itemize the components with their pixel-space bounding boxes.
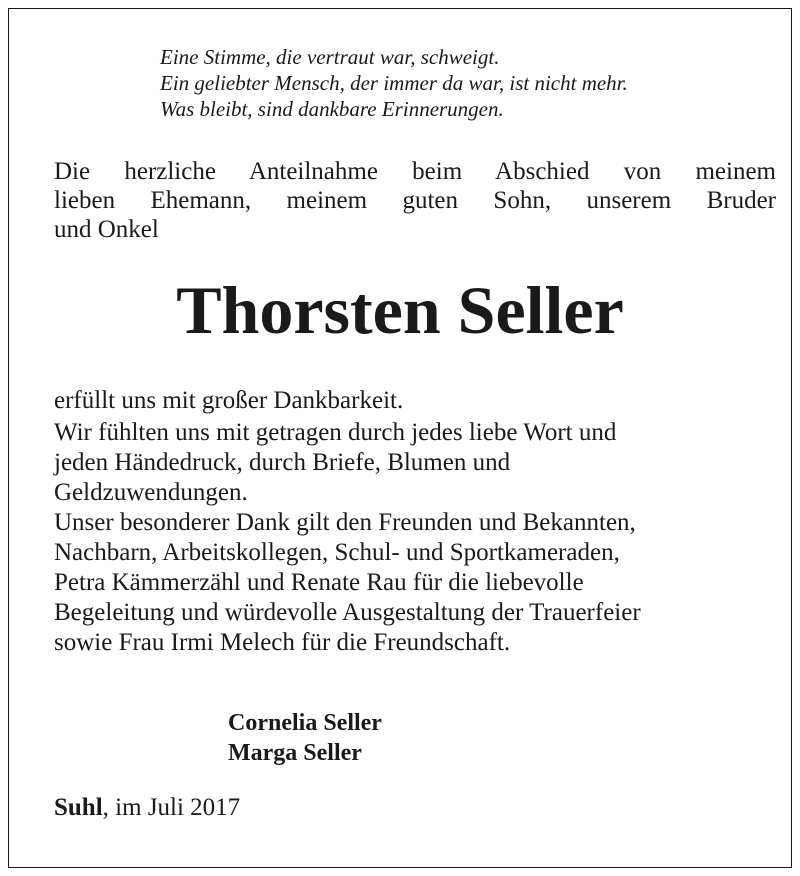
place-city: Suhl bbox=[54, 794, 103, 821]
body-line: jeden Händedruck, durch Briefe, Blumen und bbox=[54, 449, 511, 476]
body-line: Petra Kämmerzähl und Renate Rau für die liebevolle bbox=[54, 569, 584, 596]
deceased-name: Thorsten Seller bbox=[176, 272, 624, 348]
body-line: Wir fühlten uns mit getragen durch jedes liebe Wort und bbox=[54, 419, 617, 446]
signer-name: Cornelia Seller bbox=[228, 710, 382, 736]
memorial-poem bbox=[160, 44, 780, 122]
signer-name: Marga Seller bbox=[228, 740, 362, 766]
poem-line: Was bleibt, sind dankbare Erinnerungen. bbox=[160, 97, 504, 121]
intro-text bbox=[54, 157, 776, 244]
body-line: Nachbarn, Arbeitskollegen, Schul- und Sportkameraden, bbox=[54, 539, 620, 566]
poem-line: Ein geliebter Mensch, der immer da war, ist nicht mehr. bbox=[160, 71, 628, 95]
signers bbox=[228, 708, 382, 768]
intro-line: lieben Ehemann, meinem guten Sohn, unserem Bruder bbox=[54, 187, 776, 214]
thanks-text bbox=[54, 386, 784, 658]
body-line: sowie Frau Irmi Melech für die Freundschaft. bbox=[54, 629, 511, 656]
body-line: Geldzuwendungen. bbox=[54, 479, 248, 506]
body-line: Unser besonderer Dank gilt den Freunden und Bekannten, bbox=[54, 509, 636, 536]
place-date: , im Juli 2017 bbox=[102, 794, 241, 821]
body-line: erfüllt uns mit großer Dankbarkeit. bbox=[54, 387, 404, 414]
poem-line: Eine Stimme, die vertraut war, schweigt. bbox=[160, 45, 500, 69]
intro-line: und Onkel bbox=[54, 216, 159, 243]
body-line: Begeleitung und würdevolle Ausgestaltung der Trauerfeier bbox=[54, 599, 641, 626]
place-and-date bbox=[54, 793, 240, 823]
intro-line: Die herzliche Anteilnahme beim Abschied von meinem bbox=[54, 158, 776, 185]
